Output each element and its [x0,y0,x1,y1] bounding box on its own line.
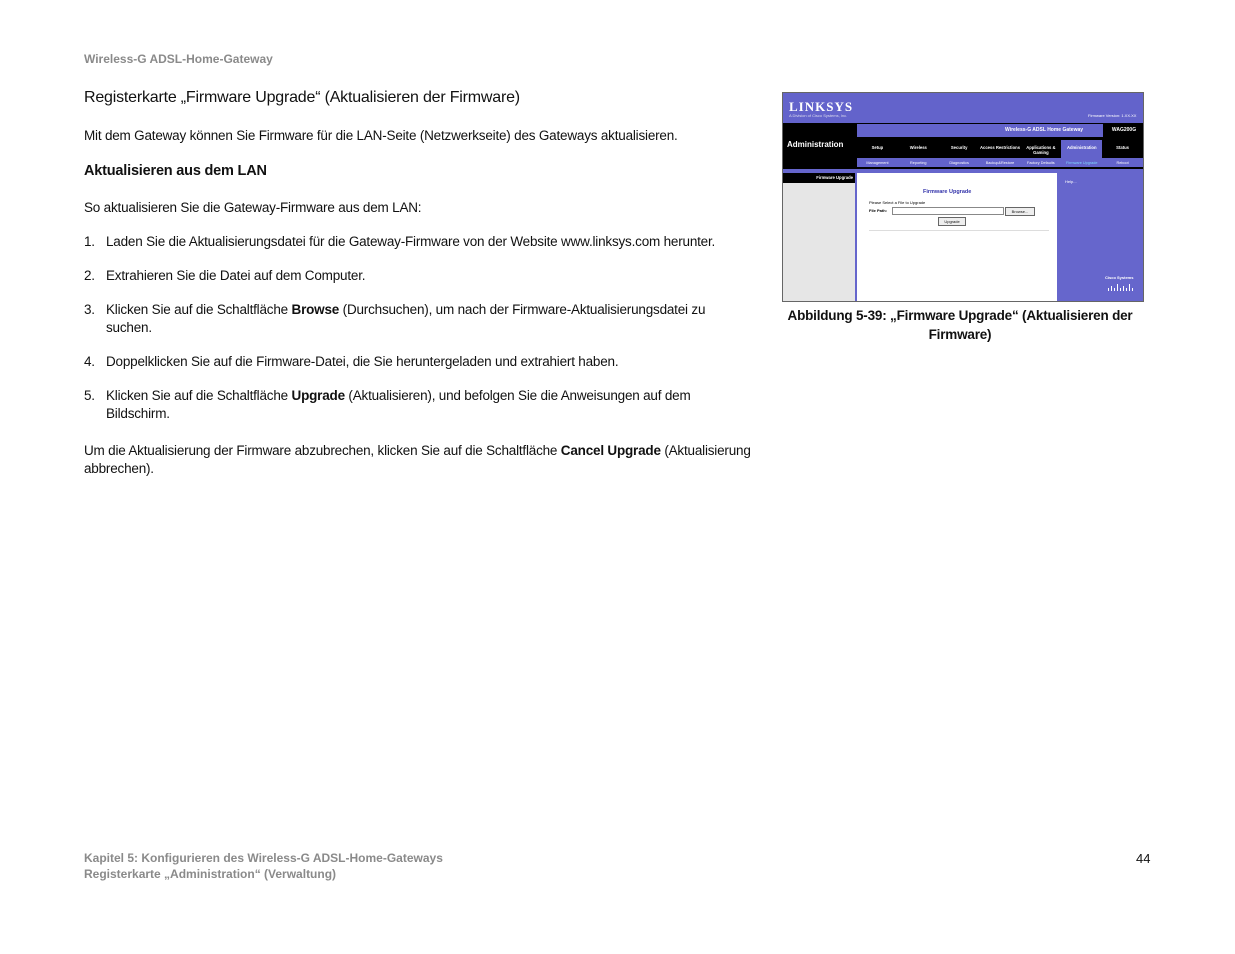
step-text: Doppelklicken Sie auf die Firmware-Datei, die Sie heruntergeladen und extrahiert haben. [106,354,619,369]
running-header: Wireless-G ADSL-Home-Gateway [84,52,273,66]
subtab-reboot: Reboot [1116,160,1129,165]
model-badge: WAG200G [1105,124,1143,137]
section-title: Registerkarte „Firmware Upgrade“ (Aktualisieren der Firmware) [84,89,520,106]
list-item [84,387,749,423]
upgrade-button: Upgrade [938,217,966,226]
cisco-bars-icon [1107,283,1137,291]
intro-paragraph: Mit dem Gateway können Sie Firmware für die LAN-Seite (Netzwerkseite) des Gateways aktualisieren. [84,128,678,143]
subtab-backup-restore: Backup&Restore [985,160,1015,165]
step-bold-term: Browse [291,302,340,317]
please-select-text: Please Select a File to Upgrade [869,200,926,205]
figure-divider [869,230,1049,231]
tab-status: Status [1116,145,1129,150]
subtab-management: Management [866,160,889,165]
closing-text: (Aktualisierung abbrechen). [84,443,751,476]
subtab-firmware-upgrade: Firmware Upgrade [1066,160,1098,165]
figure-screenshot [782,92,1144,302]
figure-section-label: Administration [787,140,844,149]
step-bold-term: Upgrade [291,388,345,403]
firmware-version: Firmware Version: 1.XX.XX [1088,113,1137,118]
subtab-diagnostics: Diagnostics [949,160,969,165]
cisco-logo: Cisco Systems [1105,275,1134,280]
closing-bold-term: Cancel Upgrade [560,443,661,458]
browse-button: Browse... [1005,207,1035,216]
step-text: Klicken Sie auf die Schaltfläche [106,302,292,317]
steps-list [84,233,749,439]
tab-security: Security [950,145,968,150]
help-link: Help... [1065,179,1077,184]
list-item [84,301,749,337]
figure-tabs [857,140,1143,158]
product-name: Wireless-G ADSL Home Gateway [1005,127,1084,133]
figure-caption: Abbildung 5-39: „Firmware Upgrade“ (Aktualisieren der Firmware) [787,308,1133,342]
subtab-factory-defaults: Factory Defaults [1027,160,1055,165]
closing-text: Um die Aktualisierung der Firmware abzubrechen, klicken Sie auf die Schaltfläche [84,443,561,458]
step-text: (Aktualisieren), und befolgen Sie die Anweisungen auf dem Bildschirm. [106,388,691,421]
page-number: 44 [1136,851,1151,866]
linksys-logo: LINKSYS [789,99,854,114]
subheading: Aktualisieren aus dem LAN [84,163,267,179]
step-text: Laden Sie die Aktualisierungsdatei für die Gateway-Firmware von der Website www.linksys.com herunter. [106,234,716,249]
tab-access-restrictions: Access Restrictions [979,145,1021,150]
lead-paragraph: So aktualisieren Sie die Gateway-Firmware aus dem LAN: [84,200,422,215]
figure-subtabs [857,158,1143,167]
figure-left-label: Firmware Upgrade [783,173,855,183]
step-text: Klicken Sie auf die Schaltfläche [106,388,292,403]
step-number: 2. [84,268,95,283]
tab-administration: Administration [1061,140,1102,158]
footer-section: Registerkarte „Administration“ (Verwaltung) [84,867,337,881]
closing-paragraph [84,442,754,478]
subtab-reporting: Reporting [910,160,927,165]
step-number: 3. [84,302,95,317]
tab-setup: Setup [871,145,884,150]
tab-wireless: Wireless [909,145,927,150]
logo-subtitle: A Division of Cisco Systems, Inc. [789,113,848,118]
list-item [84,233,749,251]
file-path-label: File Path: [869,208,888,213]
step-text: (Durchsuchen), um nach der Firmware-Aktualisierungsdatei zu suchen. [106,302,706,335]
step-number: 1. [84,234,95,249]
figure-main-title: Firmware Upgrade [923,189,972,195]
figure-left-panel [783,173,855,301]
step-text: Extrahieren Sie die Datei auf dem Computer. [106,268,366,283]
file-path-input [892,207,1004,215]
step-number: 5. [84,388,95,403]
list-item [84,353,749,371]
footer-chapter: Kapitel 5: Konfigurieren des Wireless-G ADSL-Home-Gateways [84,851,443,865]
tab-applications-gaming: Applications & Gaming [1026,145,1056,155]
list-item [84,267,749,285]
step-number: 4. [84,354,95,369]
